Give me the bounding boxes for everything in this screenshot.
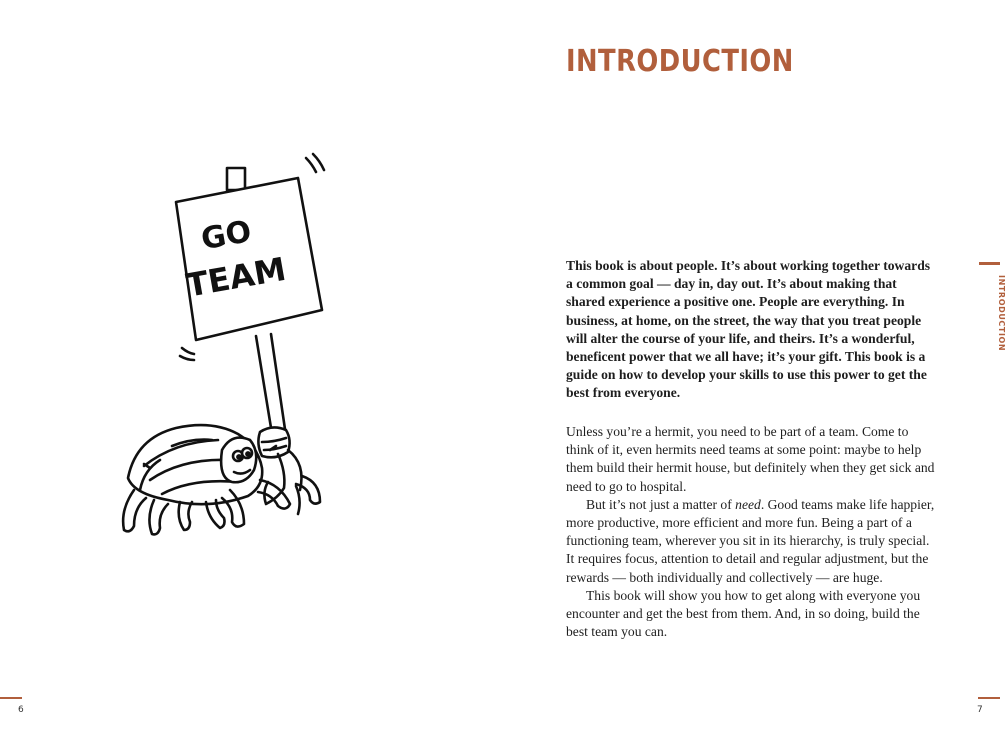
side-tab-marker <box>979 262 1000 265</box>
lead-paragraph: This book is about people. It’s about working together towards a common goal — day in, day out. It’s about making that shared experience a positive one. People are everything. In business, at home, on the street, the way that you treat people will alter the course of your life, and theirs. It’s a wonderful, beneficent power that we all have; it’s your gift. This book is a guide on how to develop your skills to use this power to get the best from everyone. <box>566 258 931 401</box>
page-number-left: 6 <box>18 705 24 715</box>
chapter-title: INTRODUCTION <box>566 44 794 79</box>
paragraph-2-emphasis: need <box>735 496 761 512</box>
paragraph-2-end: . Good teams make life happier, more productive, more efficient and more fun. Being a part of a functioning team, wherever you sit in its hierarchy, is truly special. It requires focus, attention to detail and regular adjustment, but the rewards — both individually and collectively — are huge. <box>566 496 935 585</box>
page-number-right: 7 <box>977 705 983 715</box>
folio-rule-right <box>978 697 1000 699</box>
paragraph-2-start: But it’s not just a matter of <box>586 496 736 512</box>
paragraph-3: This book will show you how to get along with everyone you encounter and get the best from them. And, in so doing, build the best team you can. <box>566 587 921 640</box>
sign-text-team: TEAM <box>183 249 289 305</box>
paragraph-2 <box>566 496 936 587</box>
body-text <box>566 423 936 641</box>
side-tab-label: INTRODUCTION <box>997 274 1006 352</box>
paragraph-1: Unless you’re a hermit, you need to be part of a team. Come to think of it, even hermits need teams at some point: maybe to help them build their hermit house, but definitely when they get sick and need to go to hospital. <box>566 424 935 494</box>
folio-rule-left <box>0 697 22 699</box>
hermit-crab-go-team-illustration <box>110 150 340 540</box>
sign-text-go: GO <box>198 214 255 258</box>
